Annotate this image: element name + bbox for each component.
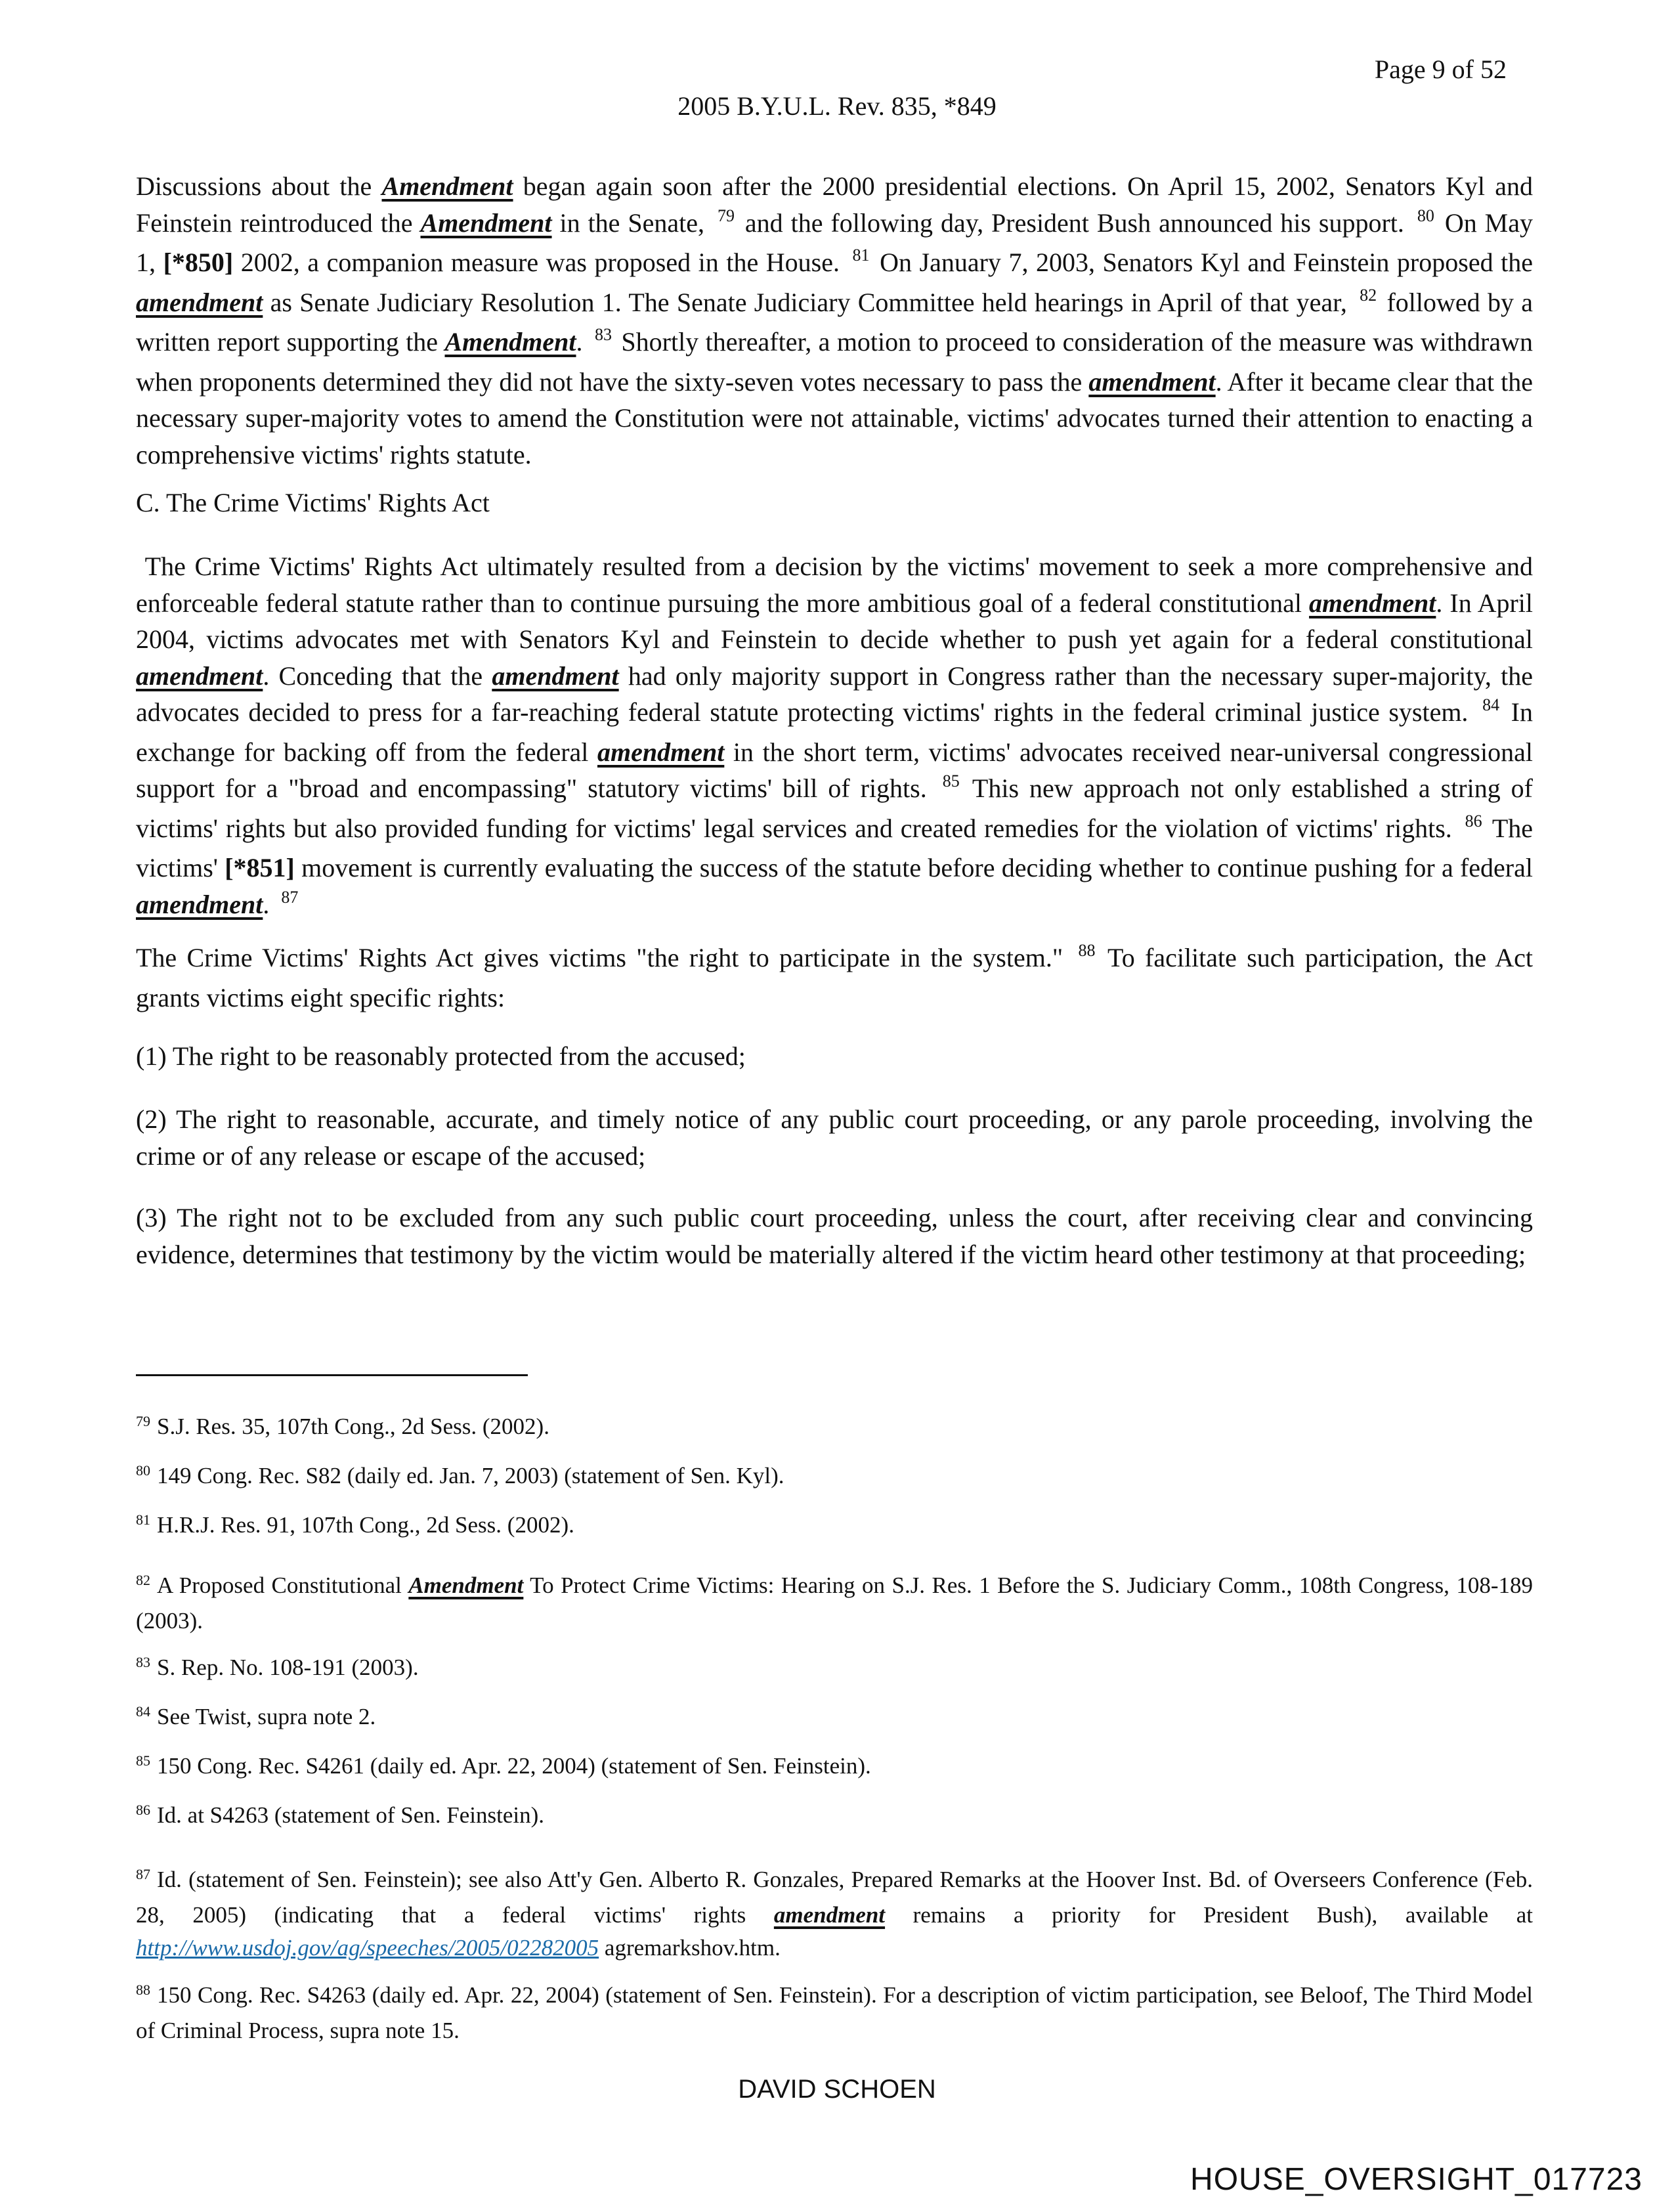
footnote-ref[interactable]: 81 bbox=[136, 1511, 150, 1528]
text-run: H.R.J. Res. 91, 107th Cong., 2d Sess. (2002). bbox=[157, 1512, 574, 1538]
text-run: and the following day, President Bush announced his support. bbox=[737, 207, 1412, 238]
text-run: remains a priority for President Bush), available at bbox=[885, 1902, 1533, 1928]
text-run: (1) The right to be reasonably protected from the accused; bbox=[136, 1041, 746, 1071]
text-run: The victims' bbox=[136, 813, 1534, 882]
text-run: The Crime Victims' Rights Act gives victims "the right to participate in the system." bbox=[136, 943, 1073, 972]
footnote-80 bbox=[136, 1460, 1533, 1495]
footer-name: DAVID SCHOEN bbox=[738, 2075, 936, 2104]
star-page-marker: [*850] bbox=[163, 248, 234, 277]
search-term-highlight: amendment bbox=[773, 1902, 886, 1928]
text-run: 2002, a companion measure was proposed in the House. bbox=[233, 248, 848, 277]
search-term-highlight: Amendment bbox=[444, 327, 576, 357]
footnote-ref[interactable]: 80 bbox=[136, 1462, 150, 1479]
footnote-85 bbox=[136, 1750, 1533, 1785]
footnote-ref[interactable]: 84 bbox=[1482, 695, 1500, 714]
text-run: Discussions about the bbox=[136, 171, 382, 201]
text-run: Shortly thereafter, a motion to proceed to consideration of the measure was withdrawn when proponents determined they did not have the sixty-seven votes necessary to pass the bbox=[136, 327, 1534, 397]
footnote-ref[interactable]: 85 bbox=[136, 1752, 150, 1769]
text-run: A Proposed Constitutional bbox=[157, 1572, 409, 1598]
footnote-ref[interactable]: 88 bbox=[136, 1982, 150, 1998]
text-run: The Crime Victims' Rights Act ultimately resulted from a decision by the victims' movement to seek a more comprehensive and enforceable federal statute rather than to continue pursuing the more ambitious goal of a federal constitutional bbox=[136, 552, 1533, 618]
list-item-right-2 bbox=[136, 1101, 1533, 1174]
text-run: . bbox=[263, 889, 276, 919]
footnote-ref[interactable]: 84 bbox=[136, 1703, 150, 1720]
paragraph-crime-victims-act bbox=[136, 548, 1533, 926]
text-run: . Conceding that the bbox=[263, 661, 492, 691]
paragraph-amendment-history bbox=[136, 168, 1533, 473]
footnote-ref[interactable]: 85 bbox=[942, 771, 960, 791]
search-term-highlight: Amendment bbox=[420, 207, 552, 238]
text-run: . After it became clear that the necessary super-majority votes to amend the Constitution were not attainable, victims' advocates turned their attention to enacting a comprehensive victims' rights statute. bbox=[136, 366, 1533, 469]
paragraph-right-to-participate bbox=[136, 940, 1533, 1016]
hyperlink[interactable]: http://www.usdoj.gov/ag/speeches/2005/02282005 bbox=[136, 1935, 599, 1961]
footnote-ref[interactable]: 82 bbox=[1360, 285, 1377, 305]
text-run: S.J. Res. 35, 107th Cong., 2d Sess. (2002). bbox=[157, 1414, 549, 1439]
text-run: See Twist, supra note 2. bbox=[157, 1704, 376, 1729]
text-run: . In April 2004, victims advocates met with Senators Kyl and Feinstein to decide whether to push yet again for a federal constitutional bbox=[136, 588, 1534, 654]
footnote-82 bbox=[136, 1569, 1533, 1637]
text-run: Id. (statement of Sen. Feinstein); see also Att'y Gen. Alberto R. Gonzales, Prepared Remarks at the Hoover Inst. Bd. of Overseers Conference (Feb. 28, 2005) (indicating that a federal victims' rights bbox=[136, 1867, 1533, 1928]
search-term-highlight: amendment bbox=[136, 287, 263, 317]
star-page-marker: [*851] bbox=[225, 853, 295, 882]
search-term-highlight: amendment bbox=[1309, 588, 1436, 618]
text-run: followed by a written report supporting the bbox=[136, 287, 1533, 357]
text-run: in the short term, victims' advocates received near-universal congressional support for a "broad and encompassing" statutory victims' bill of rights. bbox=[136, 737, 1533, 803]
text-run: This new approach not only established a string of victims' rights but also provided funding for victims' legal services and created remedies for the violation of victims' rights. bbox=[136, 773, 1533, 843]
footnote-ref[interactable]: 79 bbox=[717, 206, 735, 225]
text-run: . bbox=[576, 327, 590, 357]
footnote-separator bbox=[136, 1374, 528, 1376]
text-run: as Senate Judiciary Resolution 1. The Senate Judiciary Committee held hearings in April of that year, bbox=[263, 287, 1355, 317]
footnote-ref[interactable]: 80 bbox=[1417, 206, 1434, 225]
text-run: had only majority support in Congress rather than the necessary super-majority, the advocates decided to press for a far-reaching federal statute protecting victims' rights in the federal criminal justice system. bbox=[136, 661, 1533, 727]
footnote-ref[interactable]: 79 bbox=[136, 1413, 150, 1429]
footnote-ref[interactable]: 83 bbox=[594, 325, 612, 344]
text-run: began again soon after the 2000 presidential elections. On April 15, 2002, Senators Kyl and Feinstein reintroduced the bbox=[136, 171, 1533, 238]
text-run: In exchange for backing off from the federal bbox=[136, 697, 1534, 767]
page-number: Page 9 of 52 bbox=[1374, 54, 1507, 84]
text-run: C. The Crime Victims' Rights Act bbox=[136, 488, 490, 517]
search-term-highlight: amendment bbox=[597, 737, 725, 767]
list-item-right-1 bbox=[136, 1038, 1533, 1075]
text-run: 150 Cong. Rec. S4261 (daily ed. Apr. 22, 2004) (statement of Sen. Feinstein). bbox=[157, 1753, 871, 1779]
footnote-ref[interactable]: 82 bbox=[136, 1572, 150, 1588]
search-term-highlight: amendment bbox=[136, 889, 263, 919]
text-run: S. Rep. No. 108-191 (2003). bbox=[157, 1655, 419, 1680]
text-run: On May 1, bbox=[136, 207, 1533, 277]
text-run: (3) The right not to be excluded from any such public court proceeding, unless the court, after receiving clear and convincing evidence, determines that testimony by the victim would be materially altered if the victim heard other testimony at that proceeding; bbox=[136, 1203, 1533, 1269]
bates-number: HOUSE_OVERSIGHT_017723 bbox=[1190, 2162, 1642, 2197]
section-heading bbox=[136, 485, 1533, 521]
footnote-79 bbox=[136, 1410, 1533, 1446]
footnote-ref[interactable]: 87 bbox=[136, 1866, 150, 1882]
text-run: 150 Cong. Rec. S4263 (daily ed. Apr. 22, 2004) (statement of Sen. Feinstein). For a description of victim participation, see Beloof, The Third Model of Criminal Process, supra note 15. bbox=[136, 1982, 1533, 2043]
text-run: To facilitate such participation, the Act grants victims eight specific rights: bbox=[136, 943, 1533, 1012]
list-item-right-3 bbox=[136, 1200, 1533, 1272]
search-term-highlight: amendment bbox=[1088, 366, 1216, 397]
footnote-ref[interactable]: 83 bbox=[136, 1654, 150, 1670]
running-header-citation: 2005 B.Y.U.L. Rev. 835, *849 bbox=[677, 91, 997, 121]
footnote-88 bbox=[136, 1979, 1533, 2047]
search-term-highlight: Amendment bbox=[381, 171, 513, 201]
text-run: (2) The right to reasonable, accurate, and timely notice of any public court proceeding, or any parole proceeding, involving the crime or of any release or escape of the accused; bbox=[136, 1104, 1533, 1171]
footnote-87 bbox=[136, 1863, 1533, 1964]
footnote-ref[interactable]: 86 bbox=[136, 1802, 150, 1818]
footnote-84 bbox=[136, 1701, 1533, 1736]
text-run: To Protect Crime Victims: Hearing on S.J. Res. 1 Before the S. Judiciary Comm., 108th Congress, 108-189 (2003). bbox=[136, 1572, 1534, 1634]
footnote-ref[interactable]: 86 bbox=[1465, 811, 1482, 831]
text-run: movement is currently evaluating the success of the statute before deciding whether to continue pushing for a federal bbox=[294, 853, 1533, 882]
footnote-81 bbox=[136, 1509, 1533, 1544]
text-run: in the Senate, bbox=[551, 207, 712, 238]
search-term-highlight: Amendment bbox=[408, 1572, 524, 1598]
footnote-ref[interactable]: 88 bbox=[1078, 941, 1096, 960]
footnote-86 bbox=[136, 1799, 1533, 1834]
text-run: agremarkshov.htm. bbox=[599, 1935, 781, 1961]
text-run: Id. at S4263 (statement of Sen. Feinstein). bbox=[157, 1802, 545, 1828]
text-run: 149 Cong. Rec. S82 (daily ed. Jan. 7, 2003) (statement of Sen. Kyl). bbox=[157, 1463, 784, 1488]
footnote-ref[interactable]: 81 bbox=[852, 246, 870, 265]
search-term-highlight: amendment bbox=[136, 661, 263, 691]
footnote-ref[interactable]: 87 bbox=[281, 887, 299, 907]
search-term-highlight: amendment bbox=[492, 661, 619, 691]
text-run: On January 7, 2003, Senators Kyl and Feinstein proposed the bbox=[872, 248, 1533, 277]
footnote-83 bbox=[136, 1651, 1533, 1687]
